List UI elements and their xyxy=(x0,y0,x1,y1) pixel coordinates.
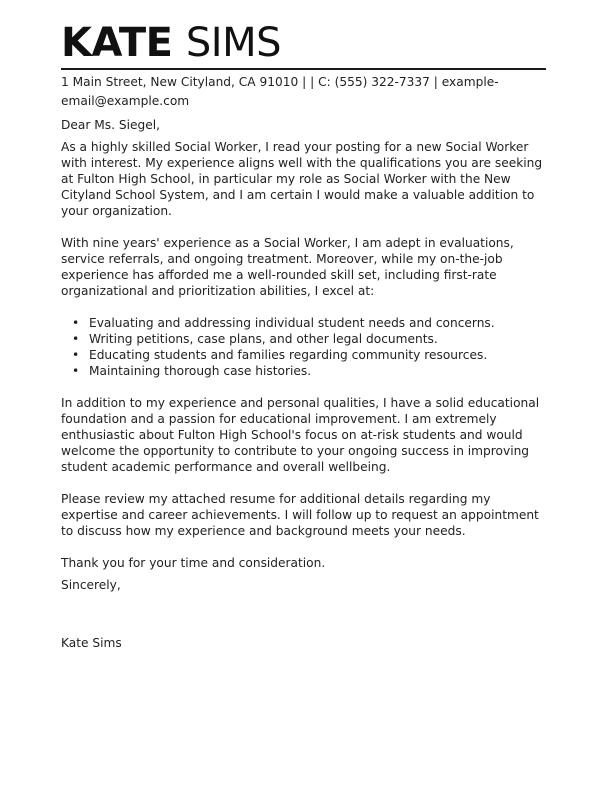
body-paragraph: Please review my attached resume for additional details regarding my expertise and career achievements. I will follow up to request an appointment to discuss how my experience and background meets your needs. xyxy=(61,492,539,538)
sign-off: Sincerely, xyxy=(61,578,121,592)
list-item xyxy=(72,331,548,347)
body-paragraph: As a highly skilled Social Worker, I read your posting for a new Social Worker with interest. My experience aligns well with the qualifications you are seeking at Fulton High School, in particular my role as Social Worker with the New Cityland School System, and I am certain I would make a valuable addition to your organization. xyxy=(61,140,543,218)
cover-letter-page xyxy=(61,18,548,667)
bullet-icon: • xyxy=(72,332,80,346)
signature: Kate Sims xyxy=(61,636,122,650)
header-divider xyxy=(61,68,546,70)
bullet-icon: • xyxy=(72,364,80,378)
list-item-text: Educating students and families regarding community resources. xyxy=(89,348,488,362)
contact-info: 1 Main Street, New Cityland, CA 91010 | | C: (555) 322-7337 | example-email@example.com xyxy=(61,75,499,108)
body-paragraph: In addition to my experience and personal qualities, I have a solid educational foundation and a passion for educational improvement. I am extremely enthusiastic about Fulton High School's focus on at-risk students and would welcome the opportunity to contribute to your ongoing success in improving student academic performance and overall wellbeing. xyxy=(61,396,540,474)
list-item xyxy=(72,363,548,379)
body-paragraph: With nine years' experience as a Social Worker, I am adept in evaluations, service referrals, and ongoing treatment. Moreover, while my on-the-job experience has afforded me a well-rounded skill set, including first-rate organizational and prioritization abilities, I excel at: xyxy=(61,236,514,298)
list-item-text: Maintaining thorough case histories. xyxy=(89,364,312,378)
list-item xyxy=(72,315,548,331)
last-name: SIMS xyxy=(185,20,281,66)
list-item-text: Evaluating and addressing individual student needs and concerns. xyxy=(89,316,495,330)
applicant-name xyxy=(61,18,548,68)
letter-body xyxy=(61,117,548,651)
list-item xyxy=(72,347,548,363)
list-item-text: Writing petitions, case plans, and other legal documents. xyxy=(89,332,438,346)
skills-list xyxy=(61,315,548,379)
salutation: Dear Ms. Siegel, xyxy=(61,118,160,132)
bullet-icon: • xyxy=(72,348,80,362)
first-name: KATE xyxy=(61,20,173,66)
thank-you-line: Thank you for your time and consideration. xyxy=(61,556,326,570)
bullet-icon: • xyxy=(72,316,80,330)
